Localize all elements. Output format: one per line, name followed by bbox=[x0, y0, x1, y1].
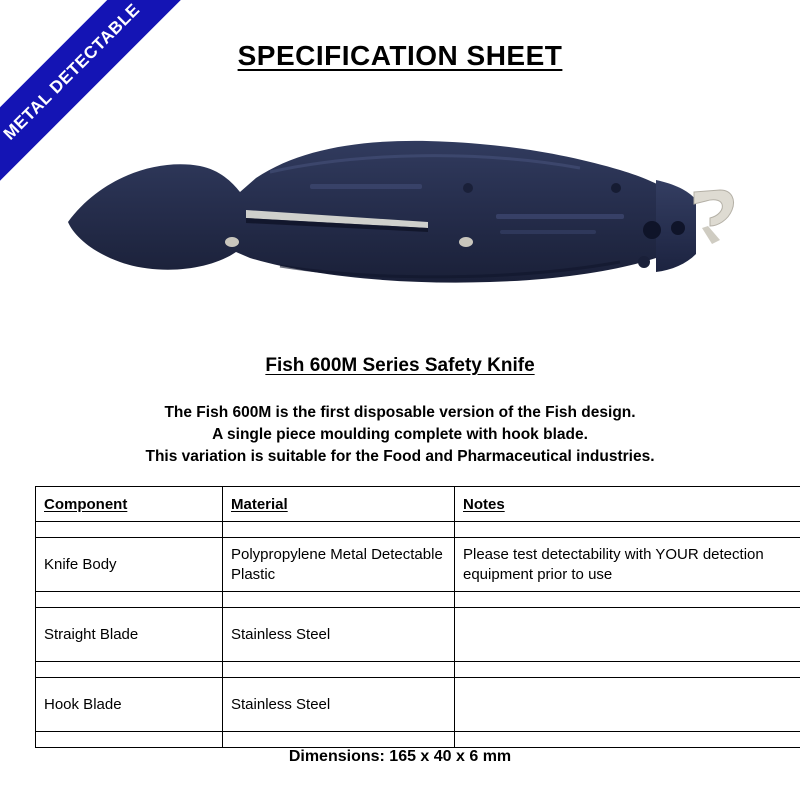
embossed-text-1 bbox=[310, 184, 422, 189]
cell-component: Knife Body bbox=[36, 538, 223, 592]
hook-blade bbox=[694, 190, 734, 226]
hook-blade-tip bbox=[702, 226, 720, 244]
spacer-cell bbox=[223, 592, 455, 608]
body-hole-top bbox=[611, 183, 621, 193]
knife-body-shape bbox=[68, 141, 680, 283]
spacer-cell bbox=[36, 732, 223, 748]
embossed-text-3 bbox=[500, 230, 596, 234]
cell-material: Polypropylene Metal Detectable Plastic bbox=[223, 538, 455, 592]
description-line-1: The Fish 600M is the first disposable version of the Fish design. bbox=[164, 404, 636, 421]
spacer-cell bbox=[223, 662, 455, 678]
cell-material: Stainless Steel bbox=[223, 608, 455, 662]
cell-notes bbox=[455, 608, 800, 662]
spacer-cell bbox=[455, 592, 800, 608]
cell-component: Straight Blade bbox=[36, 608, 223, 662]
table-row bbox=[36, 538, 800, 592]
spacer-cell bbox=[36, 522, 223, 538]
table-row bbox=[36, 608, 800, 662]
dimensions-text: Dimensions: 165 x 40 x 6 mm bbox=[288, 748, 512, 765]
cell-material: Stainless Steel bbox=[223, 678, 455, 732]
spacer-cell bbox=[223, 522, 455, 538]
spacer-cell bbox=[223, 732, 455, 748]
page-title: SPECIFICATION SHEET bbox=[237, 40, 563, 71]
embossed-text-2 bbox=[496, 214, 624, 219]
table-spacer-row bbox=[36, 592, 800, 608]
table-spacer-row bbox=[36, 662, 800, 678]
product-description bbox=[0, 402, 800, 468]
cell-notes: Please test detectability with YOUR detection equipment prior to use bbox=[455, 538, 800, 592]
column-header-material: Material bbox=[223, 487, 455, 522]
specification-table bbox=[35, 486, 800, 748]
description-line-3: This variation is suitable for the Food and Pharmaceutical industries. bbox=[145, 448, 655, 465]
table-row bbox=[36, 678, 800, 732]
description-line-2: A single piece moulding complete with hook blade. bbox=[212, 426, 588, 443]
rivet-middle bbox=[459, 237, 473, 247]
body-stud bbox=[638, 256, 650, 268]
fish-safety-knife-illustration bbox=[60, 130, 740, 320]
spacer-cell bbox=[36, 592, 223, 608]
column-header-component: Component bbox=[36, 487, 223, 522]
lanyard-hole-2 bbox=[671, 221, 685, 235]
product-image bbox=[60, 130, 740, 320]
spacer-cell bbox=[455, 732, 800, 748]
table-header-row bbox=[36, 487, 800, 522]
spacer-cell bbox=[455, 662, 800, 678]
ribbon-label: METAL DETECTABLE bbox=[0, 0, 144, 144]
rivet-front bbox=[225, 237, 239, 247]
cell-component: Hook Blade bbox=[36, 678, 223, 732]
spacer-cell bbox=[36, 662, 223, 678]
cell-notes bbox=[455, 678, 800, 732]
spacer-cell bbox=[455, 522, 800, 538]
body-dimple bbox=[463, 183, 473, 193]
table-spacer-row bbox=[36, 522, 800, 538]
lanyard-hole-1 bbox=[643, 221, 661, 239]
column-header-notes: Notes bbox=[455, 487, 800, 522]
table-spacer-row bbox=[36, 732, 800, 748]
product-name: Fish 600M Series Safety Knife bbox=[265, 355, 535, 376]
